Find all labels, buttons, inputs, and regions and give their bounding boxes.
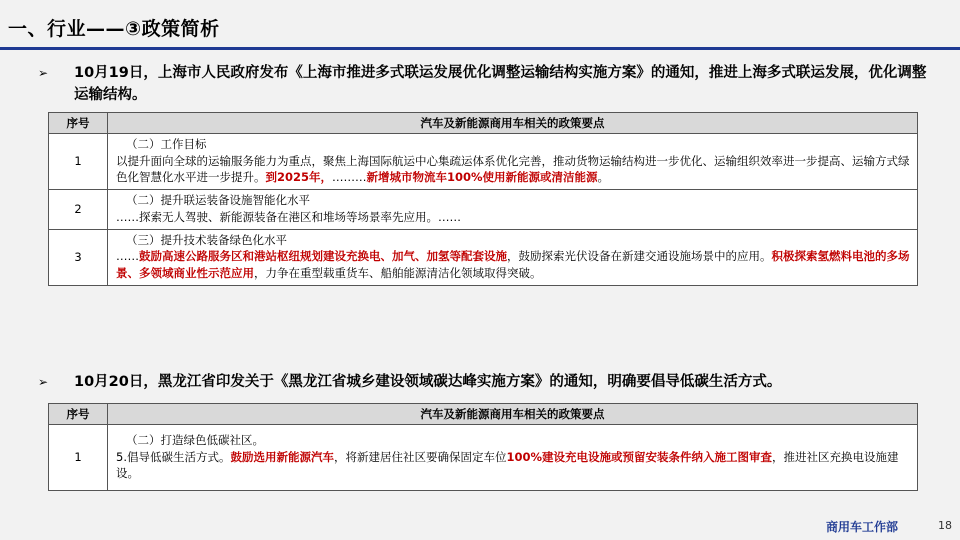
header-no: 序号 bbox=[49, 113, 108, 134]
header-no: 序号 bbox=[49, 404, 108, 425]
row-heading: （二）提升联运装备设施智能化水平 bbox=[126, 193, 310, 207]
row-number: 1 bbox=[49, 425, 108, 491]
row-text: 以提升面向全球的运输服务能力为重点，聚焦上海国际航运中心集疏运体系优化完善，推动货物运输结构进一步优化、运输组织效率进一步提高、运输方式绿色化智慧化水平进一步提升。 bbox=[116, 153, 910, 184]
row-heading: （二）打造绿色低碳社区。 bbox=[126, 433, 264, 448]
row-number: 1 bbox=[49, 134, 108, 190]
row-heading: （二）工作目标 bbox=[126, 137, 207, 151]
row-number: 2 bbox=[49, 189, 108, 229]
header-content: 汽车及新能源商用车相关的政策要点 bbox=[108, 113, 918, 134]
row-text: ，将新建居住社区要确保固定车位 bbox=[333, 449, 507, 464]
title-underline bbox=[0, 47, 960, 50]
bullet-text: 10月20日，黑龙江省印发关于《黑龙江省城乡建设领域碳达峰实施方案》的通知，明确要倡导低碳生活方式。 bbox=[74, 374, 782, 390]
row-text: …… bbox=[116, 249, 139, 264]
header-content: 汽车及新能源商用车相关的政策要点 bbox=[108, 404, 918, 425]
table-row bbox=[49, 229, 918, 285]
page-number: 18 bbox=[938, 519, 952, 532]
table-row bbox=[49, 425, 918, 491]
row-text: ，推进社区充换电设施建设。 bbox=[116, 449, 899, 481]
row-text: 5.倡导低碳生活方式。 bbox=[116, 449, 231, 464]
row-highlight: 100%建设充电设施或预留安装条件纳入施工图审查 bbox=[506, 449, 773, 464]
table-row bbox=[49, 189, 918, 229]
row-content bbox=[108, 229, 918, 285]
row-highlight: 鼓励选用新能源汽车 bbox=[230, 449, 334, 464]
row-highlight: 到2025年， bbox=[265, 170, 333, 184]
row-highlight: 鼓励高速公路服务区和港站枢纽规划建设充换电、加气、加氢等配套设施 bbox=[139, 249, 507, 264]
bullet-heilongjiang bbox=[38, 371, 928, 393]
table-row bbox=[49, 134, 918, 190]
row-highlight: 积极探索氢燃料电池的多场景、多领域商业性示范应用 bbox=[116, 249, 910, 280]
arrow-bullet-icon: ➢ bbox=[38, 66, 49, 80]
row-content bbox=[108, 134, 918, 190]
row-heading: （三）提升技术装备绿色化水平 bbox=[126, 232, 287, 247]
table-header-row bbox=[49, 113, 918, 134]
row-text: ，鼓励探索光伏设备在新建交通设施场景中的应用。 bbox=[507, 249, 772, 264]
page-title: 一、行业——③政策简析 bbox=[8, 18, 220, 40]
arrow-bullet-icon: ➢ bbox=[38, 375, 49, 389]
bullet-text: 10月19日，上海市人民政府发布《上海市推进多式联运发展优化调整运输结构实施方案》的通知，推进上海多式联运发展，优化调整运输结构。 bbox=[74, 65, 927, 103]
row-content bbox=[108, 425, 918, 491]
row-text: 。 bbox=[597, 170, 610, 184]
footer-brand: 商用车工作部 bbox=[826, 520, 899, 534]
bullet-shanghai bbox=[38, 62, 928, 106]
row-highlight: 新增城市物流车100%使用新能源或清洁能源 bbox=[366, 170, 598, 184]
row-text: ，力争在重型载重货车、船舶能源清洁化领域取得突破。 bbox=[254, 265, 542, 280]
policy-table-heilongjiang bbox=[48, 403, 918, 491]
row-text: ……… bbox=[332, 170, 367, 184]
row-text: ……探索无人驾驶、新能源装备在港区和堆场等场景率先应用。…… bbox=[116, 209, 461, 224]
policy-table-shanghai bbox=[48, 112, 918, 286]
row-content bbox=[108, 189, 918, 229]
row-number: 3 bbox=[49, 229, 108, 285]
table-header-row bbox=[49, 404, 918, 425]
